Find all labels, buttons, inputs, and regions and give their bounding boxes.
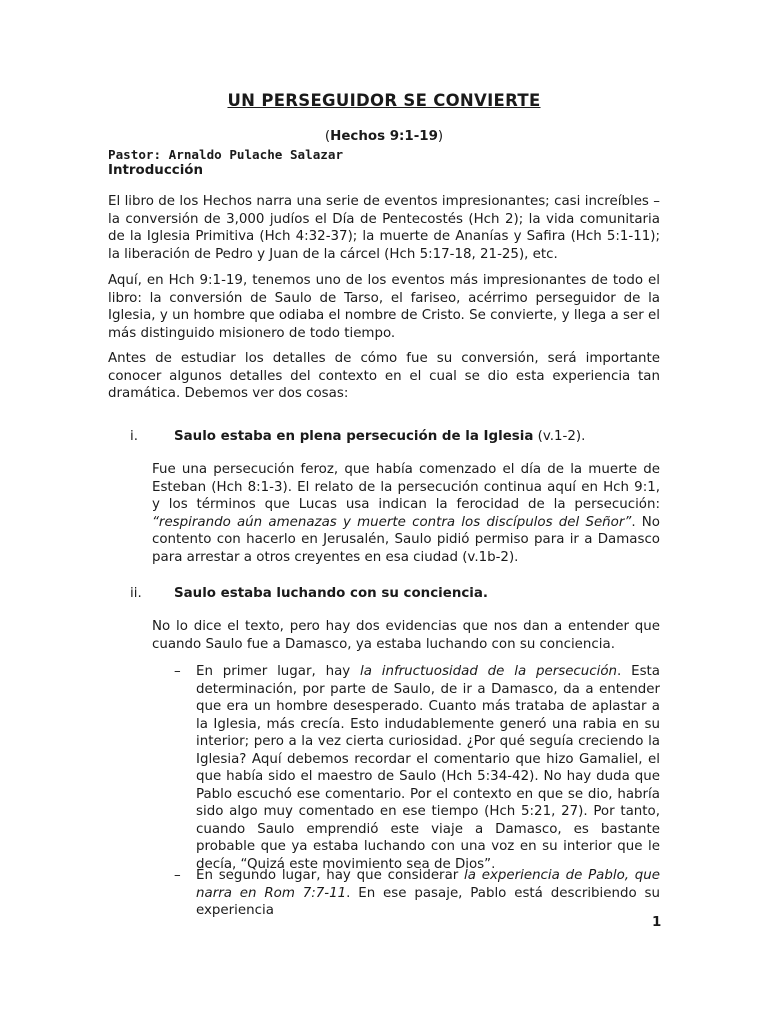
bullet-text-a: En primer lugar, hay xyxy=(196,664,361,679)
body-quote: “respirando aún amenazas y muerte contra los discípulos del Señor” xyxy=(152,514,632,530)
bullet-text xyxy=(196,867,660,920)
reference-text: Hechos 9:1-19 xyxy=(330,129,438,144)
bullet-dash: – xyxy=(174,664,181,679)
section-title xyxy=(174,428,664,446)
page-number: 1 xyxy=(652,915,662,930)
section-number: ii. xyxy=(130,586,142,601)
bullet-text-italic: la infructuosidad de la persecución xyxy=(360,664,618,679)
section-title-bold: Saulo estaba en plena persecución de la Iglesia xyxy=(174,429,534,444)
intro-heading: Introducción xyxy=(108,163,204,178)
bullet-text-b: . En ese pasaje, Pablo está describiendo su experiencia xyxy=(196,885,660,918)
scripture-reference xyxy=(0,128,768,146)
reference-close: ) xyxy=(437,129,444,144)
paragraph: Aquí, en Hch 9:1-19, tenemos uno de los eventos más impresionantes de todo el libro: la conversión de Saulo de Tarso, el fariseo, acérrimo perseguidor de la Iglesia, y un hombre que odiaba el nombre de Cristo. Se convierte, y llega a ser el más distinguido misionero de todo tiempo. xyxy=(108,273,660,341)
paragraph: Antes de estudiar los detalles de cómo fue su conversión, será importante conocer algunos detalles del contexto en el cual se dio esta experiencia tan dramática. Debemos ver dos cosas: xyxy=(108,351,660,401)
section-body-2: No lo dice el texto, pero hay dos evidencias que nos dan a entender que cuando Saulo fue a Damasco, ya estaba luchando con su conciencia. xyxy=(152,619,660,652)
bullet-dash: – xyxy=(174,868,181,883)
section-title-suffix: (v.1-2). xyxy=(533,429,586,444)
bullet-text-a: En segundo lugar, hay que considerar xyxy=(196,868,465,883)
section-title-bold: Saulo estaba luchando con su conciencia. xyxy=(174,586,489,601)
document-title: UN PERSEGUIDOR SE CONVIERTE xyxy=(227,91,541,110)
paragraph: El libro de los Hechos narra una serie de eventos impresionantes; casi increíbles – la conversión de 3,000 judíos el Día de Pentecostés (Hch 2); la vida comunitaria de la Iglesia Primitiva (Hch 4:32-37); la muerte de Ananías y Safira (Hch 5:1-11); la liberación de Pedro y Juan de la cárcel (Hch 5:17-18, 21-25), etc. xyxy=(108,194,660,262)
bullet-text-b: . Esta determinación, por parte de Saulo, de ir a Damasco, da a entender que era un hombre desesperado. Cuanto más trataba de aplastar a la Iglesia, más crecía. Esto indudablemente generó una rabia en su interior; pero a la vez cierta curiosidad. ¿Por qué seguía creciendo la Iglesia? Aquí debemos recordar el comentario que hizo Gamaliel, el que había sido el maestro de Saulo (Hch 5:34-42). No hay duda que Pablo escuchó ese comentario. Por el contexto en que se dio, habría sido algo muy comentado en ese tiempo (Hch 5:21, 27). Por tanto, cuando Saulo emprendió este viaje a Damasco, es bastante probable que ya estaba luchando con una voz en su interior que le decía, “Quizá este movimiento sea de Dios”. xyxy=(196,664,661,872)
pastor-line: Pastor: Arnaldo Pulache Salazar xyxy=(108,147,344,162)
section-number: i. xyxy=(130,429,138,444)
body-text: Fue una persecución feroz, que había comenzado el día de la muerte de Esteban (Hch 8:1-3). El relato de la persecución continua aquí en Hch 9:1, y los términos que Lucas usa indican la ferocidad de la persecución: xyxy=(152,462,660,512)
section-title xyxy=(174,585,664,603)
reference-open: ( xyxy=(324,129,331,144)
bullet-text xyxy=(196,663,660,873)
section-body-1 xyxy=(152,461,660,566)
bullet-text-italic: la experiencia de Pablo, que narra en Rom 7:7-11 xyxy=(196,868,660,901)
body-text: . No contento con hacerlo en Jerusalén, Saulo pidió permiso para ir a Damasco para arrestar a otros creyentes en esa ciudad (v.1b-2). xyxy=(152,514,660,565)
